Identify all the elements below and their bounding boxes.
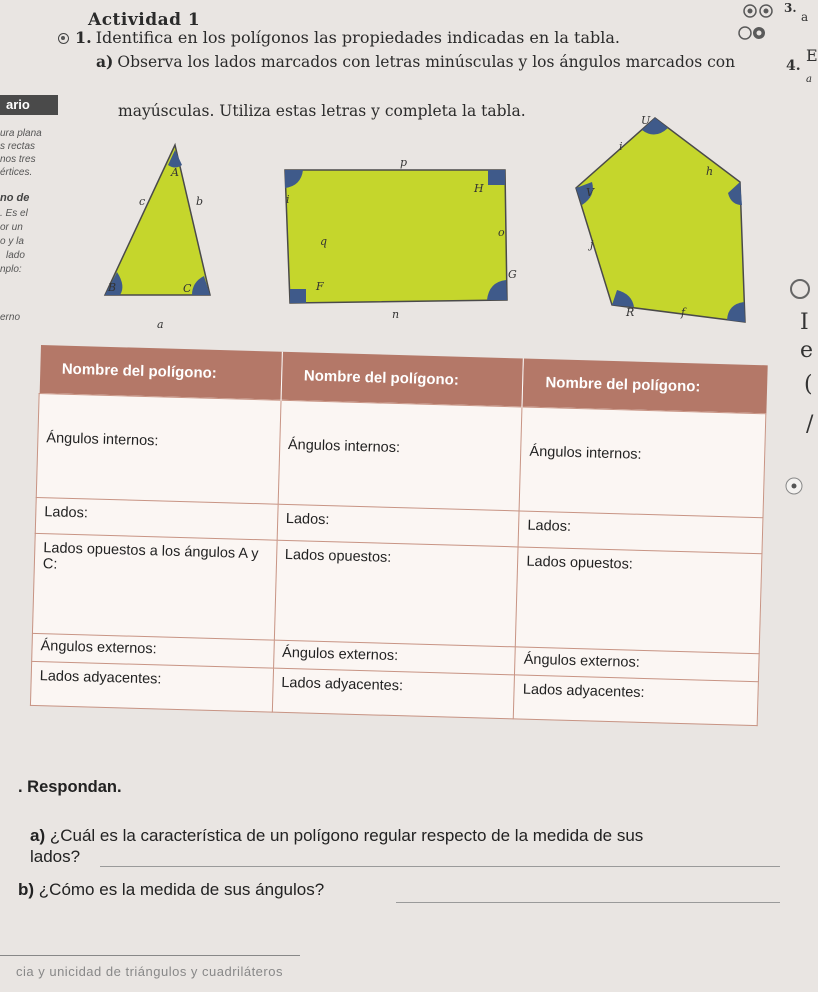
- question-1a-continued: mayúsculas. Utiliza estas letras y completa la tabla.: [118, 102, 526, 120]
- side-label-f: f: [681, 306, 686, 319]
- question-text: ¿Cómo es la medida de sus ángulos?: [38, 880, 325, 899]
- vertex-label-u: U: [641, 114, 651, 127]
- angle-mark: [488, 170, 505, 185]
- side-label-n: n: [392, 308, 400, 321]
- margin-letter: I: [800, 310, 809, 335]
- margin-letter: (: [804, 372, 813, 397]
- activity-title: Actividad 1: [88, 10, 201, 30]
- margin-letter: a: [801, 10, 809, 24]
- question-label: a): [96, 52, 114, 71]
- table-header: Nombre del polígono:: [522, 359, 767, 414]
- table-header: Nombre del polígono:: [39, 345, 282, 400]
- table-cell[interactable]: Lados opuestos:: [274, 540, 518, 647]
- table-cell[interactable]: Lados adyacentes:: [272, 668, 515, 719]
- table-cell[interactable]: Lados adyacentes:: [514, 674, 759, 725]
- question-label: a): [30, 826, 46, 845]
- section-title: . Respondan.: [18, 778, 122, 796]
- side-label-i: i: [619, 140, 623, 153]
- side-label-h: h: [706, 165, 714, 178]
- side-label-q: q: [320, 235, 328, 248]
- margin-letter: E: [806, 46, 818, 65]
- vertex-label-r: R: [626, 306, 635, 319]
- properties-table-wrapper: [28, 345, 780, 805]
- footer-text: cia y unicidad de triángulos y cuadriláteros: [16, 964, 283, 979]
- table-cell[interactable]: Ángulos externos:: [273, 640, 515, 675]
- vertex-label-f: F: [316, 280, 324, 293]
- margin-text: nos tres: [0, 154, 36, 165]
- side-label-o: o: [498, 226, 505, 239]
- question-text: Observa los lados marcados con letras minúsculas y los ángulos marcados con: [117, 53, 736, 71]
- table-cell[interactable]: Lados:: [35, 497, 278, 540]
- table-cell[interactable]: Lados:: [518, 510, 763, 553]
- vertex-label-g: G: [508, 268, 517, 281]
- vertex-label-c: C: [183, 282, 192, 295]
- answer-line[interactable]: [396, 902, 780, 903]
- side-label-j: j: [590, 238, 594, 251]
- side-label-i: i: [286, 193, 290, 206]
- pentagon-shape: [576, 118, 745, 322]
- vertex-label-v: V: [586, 186, 594, 199]
- angle-mark: [290, 289, 306, 303]
- margin-number: 4.: [786, 58, 801, 74]
- margin-text: értices.: [0, 167, 33, 178]
- question-text: ¿Cuál es la característica de un polígono regular respecto de la medida de sus: [49, 826, 644, 845]
- side-label-c: c: [139, 195, 146, 208]
- table-cell[interactable]: Ángulos internos:: [278, 400, 522, 511]
- table-cell[interactable]: Lados opuestos a los ángulos A y C:: [32, 533, 276, 640]
- margin-text: erno: [0, 312, 21, 323]
- vertex-label-a: A: [171, 166, 179, 179]
- side-label-b: b: [196, 195, 204, 208]
- margin-letter: a: [806, 74, 812, 85]
- polygon-figures: [0, 0, 816, 340]
- table-cell[interactable]: Lados:: [277, 504, 520, 547]
- question-number: 1.: [75, 28, 92, 47]
- margin-text: ura plana: [0, 128, 42, 139]
- margin-letter: e: [800, 338, 814, 363]
- table-cell[interactable]: Ángulos externos:: [515, 646, 759, 681]
- margin-text: s rectas: [0, 141, 36, 152]
- table-row: [36, 393, 766, 517]
- margin-tag: ario: [0, 95, 58, 115]
- table-cell[interactable]: Ángulos internos:: [36, 393, 280, 504]
- margin-number: 3.: [784, 1, 797, 15]
- side-label-a: a: [157, 318, 164, 331]
- margin-text: o y la: [0, 236, 24, 247]
- question-a: [30, 826, 643, 846]
- margin-text: no de: [0, 192, 30, 204]
- question-label: b): [18, 880, 35, 899]
- properties-table: [30, 345, 768, 726]
- question-a-continued: lados?: [30, 847, 81, 866]
- margin-text: or un: [0, 222, 23, 233]
- answer-line[interactable]: [100, 866, 780, 867]
- question-text: Identifica en los polígonos las propiedades indicadas en la tabla.: [95, 28, 620, 47]
- margin-text: lado: [6, 250, 25, 261]
- side-label-p: p: [400, 156, 408, 169]
- triangle-shape: [105, 145, 210, 295]
- footer-divider: [0, 955, 300, 956]
- table-cell[interactable]: Lados opuestos:: [516, 546, 762, 653]
- vertex-label-b: B: [108, 281, 117, 294]
- vertex-label-h: H: [474, 182, 484, 195]
- margin-text: nplo:: [0, 264, 22, 275]
- table-cell[interactable]: Ángulos internos:: [519, 406, 765, 517]
- margin-text: . Es el: [0, 208, 28, 219]
- margin-letter: /: [806, 412, 814, 437]
- table-cell[interactable]: Ángulos externos:: [32, 633, 274, 668]
- table-cell[interactable]: Lados adyacentes:: [30, 661, 273, 712]
- table-header: Nombre del polígono:: [281, 352, 524, 407]
- target-icon: [784, 476, 804, 500]
- question-b: [18, 880, 324, 900]
